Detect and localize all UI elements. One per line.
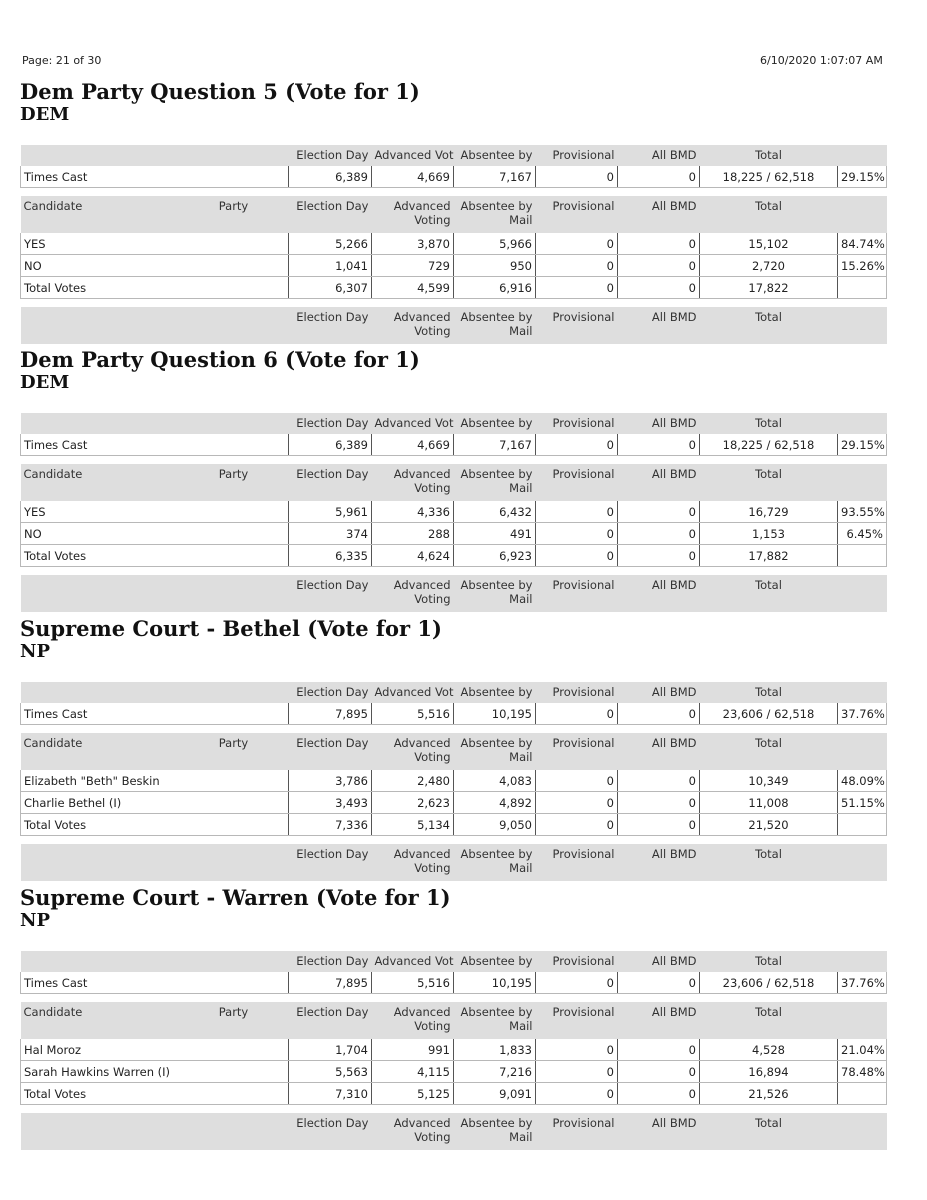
col-all-bmd: All BMD <box>618 196 700 233</box>
candidate-row <box>21 1039 887 1061</box>
times-cast-row <box>21 972 887 994</box>
candidate-party <box>179 523 289 545</box>
candidate-name: NO <box>21 255 179 277</box>
col-absentee: Absentee by Mail <box>454 844 536 881</box>
col-advanced-voting: Advanced Voting <box>372 575 454 612</box>
cell-all-bmd: 0 <box>618 545 700 567</box>
col-party: Party <box>179 464 289 501</box>
times-cast-label: Times Cast <box>21 972 179 994</box>
col-candidate: Candidate <box>21 1002 179 1039</box>
cell-advanced: 5,516 <box>372 703 454 725</box>
cell-absentee: 7,216 <box>454 1061 536 1083</box>
col-all-bmd: All BMD <box>618 844 700 881</box>
cell-total: 10,349 <box>700 770 838 792</box>
cell-total: 17,822 <box>700 277 838 299</box>
cell-election-day: 1,041 <box>289 255 372 277</box>
contest-title: Dem Party Question 5 (Vote for 1) <box>20 79 420 104</box>
cell-total: 11,008 <box>700 792 838 814</box>
col-all-bmd: All BMD <box>618 1002 700 1039</box>
col-election-day: Election Day <box>289 844 372 881</box>
cell-provisional: 0 <box>536 233 618 255</box>
col-election-day: Election Day <box>289 1002 372 1039</box>
cell-absentee: 491 <box>454 523 536 545</box>
col-provisional: Provisional <box>536 575 618 612</box>
cell-total: 4,528 <box>700 1039 838 1061</box>
col-provisional: Provisional <box>536 733 618 770</box>
candidate-name: Hal Moroz <box>21 1039 179 1061</box>
cell-provisional: 0 <box>536 1039 618 1061</box>
cell-percent: 51.15% <box>838 792 887 814</box>
candidate-party <box>179 770 289 792</box>
col-election-day: Election Day <box>289 464 372 501</box>
cell-absentee: 4,892 <box>454 792 536 814</box>
col-election-day: Election Day <box>289 575 372 612</box>
cell-election-day: 374 <box>289 523 372 545</box>
cell-election-day: 7,895 <box>289 972 372 994</box>
candidate-row <box>21 770 887 792</box>
results-table <box>20 682 887 881</box>
col-total: Total <box>700 464 838 501</box>
footer-header <box>21 844 887 881</box>
col-advanced-voting: Advanced Voting <box>372 464 454 501</box>
candidate-name: NO <box>21 523 179 545</box>
col-all-bmd: All BMD <box>618 145 700 166</box>
cell-all-bmd: 0 <box>618 166 700 188</box>
footer-header <box>21 307 887 344</box>
col-absentee: Absentee by Mail <box>454 733 536 770</box>
times-cast-label: Times Cast <box>21 703 179 725</box>
cell-advanced: 4,599 <box>372 277 454 299</box>
cell-percent: 29.15% <box>838 166 887 188</box>
candidate-name: Charlie Bethel (I) <box>21 792 179 814</box>
total-votes-row <box>21 1083 887 1105</box>
candidate-name: YES <box>21 501 179 523</box>
cell-advanced: 4,336 <box>372 501 454 523</box>
col-total: Total <box>700 413 838 434</box>
col-absentee: Absentee by <box>454 145 536 166</box>
candidate-header <box>21 733 887 770</box>
cell-percent: 78.48% <box>838 1061 887 1083</box>
col-provisional: Provisional <box>536 196 618 233</box>
cell-total: 16,729 <box>700 501 838 523</box>
cell-absentee: 5,966 <box>454 233 536 255</box>
col-provisional: Provisional <box>536 413 618 434</box>
cell-absentee: 7,167 <box>454 166 536 188</box>
cell-all-bmd: 0 <box>618 703 700 725</box>
contest-party: DEM <box>20 104 70 125</box>
cell-percent: 21.04% <box>838 1039 887 1061</box>
cell-absentee: 4,083 <box>454 770 536 792</box>
cell-percent: 37.76% <box>838 703 887 725</box>
col-absentee: Absentee by Mail <box>454 575 536 612</box>
col-all-bmd: All BMD <box>618 464 700 501</box>
col-absentee: Absentee by <box>454 413 536 434</box>
cell-total: 18,225 / 62,518 <box>700 166 838 188</box>
col-total: Total <box>700 733 838 770</box>
cell-provisional: 0 <box>536 523 618 545</box>
cell-all-bmd: 0 <box>618 233 700 255</box>
candidate-party <box>179 1039 289 1061</box>
cell-advanced: 4,115 <box>372 1061 454 1083</box>
contest-party: DEM <box>20 372 70 393</box>
col-advanced-voting: Advanced Vot <box>372 951 454 972</box>
contest-title: Supreme Court - Bethel (Vote for 1) <box>20 616 442 641</box>
contest-party: NP <box>20 641 50 662</box>
candidate-party <box>179 1061 289 1083</box>
cell-provisional: 0 <box>536 792 618 814</box>
col-election-day: Election Day <box>289 413 372 434</box>
results-table <box>20 413 887 612</box>
contest-section <box>20 886 888 1150</box>
cell-election-day: 3,786 <box>289 770 372 792</box>
times-cast-header <box>21 682 887 703</box>
times-cast-label: Times Cast <box>21 434 179 456</box>
col-advanced-voting: Advanced Vot <box>372 413 454 434</box>
candidate-name: Sarah Hawkins Warren (I) <box>21 1061 179 1083</box>
candidate-row <box>21 233 887 255</box>
cell-provisional: 0 <box>536 814 618 836</box>
col-absentee: Absentee by Mail <box>454 464 536 501</box>
col-total: Total <box>700 682 838 703</box>
cell-total: 23,606 / 62,518 <box>700 972 838 994</box>
candidate-party <box>179 233 289 255</box>
col-party: Party <box>179 196 289 233</box>
col-election-day: Election Day <box>289 1113 372 1150</box>
cell-total: 1,153 <box>700 523 838 545</box>
cell-election-day: 3,493 <box>289 792 372 814</box>
candidate-row <box>21 523 887 545</box>
cell-all-bmd: 0 <box>618 434 700 456</box>
cell-advanced: 288 <box>372 523 454 545</box>
col-all-bmd: All BMD <box>618 951 700 972</box>
col-provisional: Provisional <box>536 682 618 703</box>
cell-advanced: 5,125 <box>372 1083 454 1105</box>
candidate-name: Elizabeth "Beth" Beskin <box>21 770 179 792</box>
cell-provisional: 0 <box>536 770 618 792</box>
col-election-day: Election Day <box>289 733 372 770</box>
cell-total: 21,520 <box>700 814 838 836</box>
cell-provisional: 0 <box>536 972 618 994</box>
cell-total: 2,720 <box>700 255 838 277</box>
cell-advanced: 5,134 <box>372 814 454 836</box>
cell-provisional: 0 <box>536 545 618 567</box>
total-votes-row <box>21 545 887 567</box>
cell-election-day: 7,895 <box>289 703 372 725</box>
cell-election-day: 5,563 <box>289 1061 372 1083</box>
cell-absentee: 6,916 <box>454 277 536 299</box>
cell-election-day: 6,389 <box>289 166 372 188</box>
cell-total: 21,526 <box>700 1083 838 1105</box>
cell-election-day: 5,961 <box>289 501 372 523</box>
candidate-party <box>179 501 289 523</box>
col-total: Total <box>700 844 838 881</box>
cell-advanced: 4,669 <box>372 166 454 188</box>
col-all-bmd: All BMD <box>618 682 700 703</box>
contest-title: Supreme Court - Warren (Vote for 1) <box>20 885 451 910</box>
cell-provisional: 0 <box>536 1061 618 1083</box>
contest-party: NP <box>20 910 50 931</box>
cell-provisional: 0 <box>536 255 618 277</box>
cell-all-bmd: 0 <box>618 501 700 523</box>
contest-title: Dem Party Question 6 (Vote for 1) <box>20 347 420 372</box>
col-provisional: Provisional <box>536 1002 618 1039</box>
col-advanced-voting: Advanced Voting <box>372 307 454 344</box>
cell-all-bmd: 0 <box>618 523 700 545</box>
col-election-day: Election Day <box>289 307 372 344</box>
col-advanced-voting: Advanced Voting <box>372 196 454 233</box>
cell-absentee: 7,167 <box>454 434 536 456</box>
total-votes-label: Total Votes <box>21 814 179 836</box>
total-votes-label: Total Votes <box>21 1083 179 1105</box>
times-cast-header <box>21 145 887 166</box>
col-all-bmd: All BMD <box>618 1113 700 1150</box>
col-total: Total <box>700 1002 838 1039</box>
col-provisional: Provisional <box>536 307 618 344</box>
col-party: Party <box>179 1002 289 1039</box>
col-candidate: Candidate <box>21 733 179 770</box>
col-all-bmd: All BMD <box>618 307 700 344</box>
col-advanced-voting: Advanced Voting <box>372 1002 454 1039</box>
times-cast-header <box>21 413 887 434</box>
candidate-row <box>21 792 887 814</box>
col-all-bmd: All BMD <box>618 413 700 434</box>
total-votes-row <box>21 277 887 299</box>
cell-total: 17,882 <box>700 545 838 567</box>
total-votes-label: Total Votes <box>21 277 179 299</box>
cell-advanced: 5,516 <box>372 972 454 994</box>
cell-total: 23,606 / 62,518 <box>700 703 838 725</box>
cell-absentee: 950 <box>454 255 536 277</box>
col-total: Total <box>700 196 838 233</box>
col-absentee: Absentee by Mail <box>454 307 536 344</box>
cell-election-day: 6,335 <box>289 545 372 567</box>
cell-percent: 93.55% <box>838 501 887 523</box>
col-advanced-voting: Advanced Vot <box>372 145 454 166</box>
times-cast-row <box>21 434 887 456</box>
cell-percent: 6.45% <box>838 523 887 545</box>
cell-election-day: 1,704 <box>289 1039 372 1061</box>
col-total: Total <box>700 575 838 612</box>
cell-total: 16,894 <box>700 1061 838 1083</box>
cell-advanced: 729 <box>372 255 454 277</box>
contest-section <box>20 348 888 612</box>
cell-advanced: 4,624 <box>372 545 454 567</box>
cell-absentee: 6,432 <box>454 501 536 523</box>
cell-all-bmd: 0 <box>618 770 700 792</box>
col-absentee: Absentee by Mail <box>454 1002 536 1039</box>
cell-absentee: 9,050 <box>454 814 536 836</box>
contest-section <box>20 80 888 344</box>
candidate-row <box>21 255 887 277</box>
col-absentee: Absentee by <box>454 951 536 972</box>
times-cast-header <box>21 951 887 972</box>
candidate-name: YES <box>21 233 179 255</box>
candidate-header <box>21 1002 887 1039</box>
candidate-party <box>179 792 289 814</box>
cell-provisional: 0 <box>536 501 618 523</box>
total-votes-label: Total Votes <box>21 545 179 567</box>
cell-all-bmd: 0 <box>618 792 700 814</box>
cell-advanced: 991 <box>372 1039 454 1061</box>
results-table <box>20 145 887 344</box>
col-election-day: Election Day <box>289 145 372 166</box>
col-provisional: Provisional <box>536 844 618 881</box>
cell-absentee: 10,195 <box>454 703 536 725</box>
report-timestamp: 6/10/2020 1:07:07 AM <box>760 54 883 67</box>
col-absentee: Absentee by Mail <box>454 196 536 233</box>
cell-provisional: 0 <box>536 434 618 456</box>
times-cast-label: Times Cast <box>21 166 179 188</box>
contest-section <box>20 617 888 881</box>
cell-total: 15,102 <box>700 233 838 255</box>
col-absentee: Absentee by Mail <box>454 1113 536 1150</box>
candidate-row <box>21 1061 887 1083</box>
cell-all-bmd: 0 <box>618 1061 700 1083</box>
col-all-bmd: All BMD <box>618 575 700 612</box>
cell-total: 18,225 / 62,518 <box>700 434 838 456</box>
page-number: Page: 21 of 30 <box>22 54 102 67</box>
col-advanced-voting: Advanced Voting <box>372 733 454 770</box>
col-total: Total <box>700 1113 838 1150</box>
cell-percent: 15.26% <box>838 255 887 277</box>
col-provisional: Provisional <box>536 464 618 501</box>
cell-all-bmd: 0 <box>618 1083 700 1105</box>
candidate-header <box>21 196 887 233</box>
cell-absentee: 6,923 <box>454 545 536 567</box>
cell-election-day: 7,336 <box>289 814 372 836</box>
cell-election-day: 6,389 <box>289 434 372 456</box>
footer-header <box>21 575 887 612</box>
cell-absentee: 10,195 <box>454 972 536 994</box>
times-cast-row <box>21 703 887 725</box>
col-advanced-voting: Advanced Voting <box>372 844 454 881</box>
col-absentee: Absentee by <box>454 682 536 703</box>
cell-provisional: 0 <box>536 166 618 188</box>
col-total: Total <box>700 951 838 972</box>
cell-provisional: 0 <box>536 703 618 725</box>
cell-election-day: 6,307 <box>289 277 372 299</box>
cell-advanced: 2,623 <box>372 792 454 814</box>
col-total: Total <box>700 145 838 166</box>
cell-percent: 37.76% <box>838 972 887 994</box>
cell-election-day: 7,310 <box>289 1083 372 1105</box>
col-provisional: Provisional <box>536 1113 618 1150</box>
footer-header <box>21 1113 887 1150</box>
col-candidate: Candidate <box>21 196 179 233</box>
col-party: Party <box>179 733 289 770</box>
col-provisional: Provisional <box>536 951 618 972</box>
cell-absentee: 9,091 <box>454 1083 536 1105</box>
col-provisional: Provisional <box>536 145 618 166</box>
cell-all-bmd: 0 <box>618 1039 700 1061</box>
col-all-bmd: All BMD <box>618 733 700 770</box>
col-election-day: Election Day <box>289 951 372 972</box>
cell-all-bmd: 0 <box>618 277 700 299</box>
candidate-header <box>21 464 887 501</box>
cell-provisional: 0 <box>536 1083 618 1105</box>
col-election-day: Election Day <box>289 682 372 703</box>
candidate-party <box>179 255 289 277</box>
cell-advanced: 3,870 <box>372 233 454 255</box>
cell-all-bmd: 0 <box>618 814 700 836</box>
col-total: Total <box>700 307 838 344</box>
cell-percent: 29.15% <box>838 434 887 456</box>
cell-absentee: 1,833 <box>454 1039 536 1061</box>
cell-provisional: 0 <box>536 277 618 299</box>
col-election-day: Election Day <box>289 196 372 233</box>
col-candidate: Candidate <box>21 464 179 501</box>
cell-advanced: 4,669 <box>372 434 454 456</box>
cell-percent: 84.74% <box>838 233 887 255</box>
results-table <box>20 951 887 1150</box>
total-votes-row <box>21 814 887 836</box>
candidate-row <box>21 501 887 523</box>
times-cast-row <box>21 166 887 188</box>
col-advanced-voting: Advanced Voting <box>372 1113 454 1150</box>
cell-advanced: 2,480 <box>372 770 454 792</box>
col-advanced-voting: Advanced Vot <box>372 682 454 703</box>
cell-election-day: 5,266 <box>289 233 372 255</box>
cell-all-bmd: 0 <box>618 255 700 277</box>
cell-all-bmd: 0 <box>618 972 700 994</box>
cell-percent: 48.09% <box>838 770 887 792</box>
